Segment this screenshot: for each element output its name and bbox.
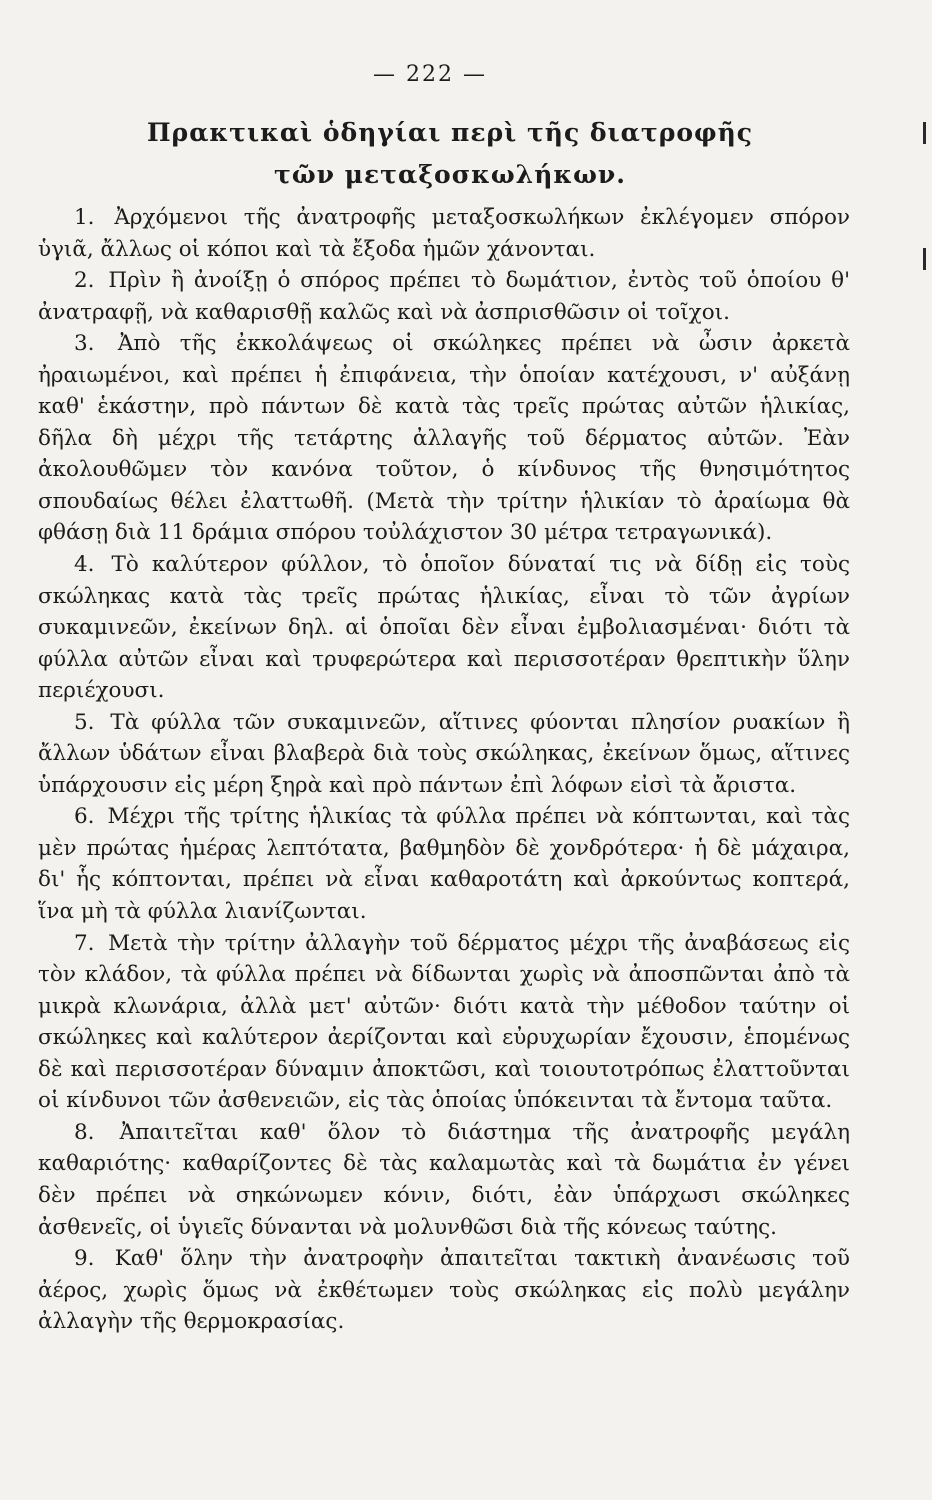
paragraph-number: 8.	[74, 1119, 95, 1145]
paragraph-text: Καθ' ὅλην τὴν ἀνατροφὴν ἀπαιτεῖται τακτικὴ ἀνανέωσις τοῦ ἀέρος, χωρὶς ὅμως νὰ ἐκθέτωμεν τοὺς σκώληκας εἰς πολὺ μεγάλην ἀλλαγὴν τῆς θερμοκρασίας.	[38, 1246, 850, 1335]
title-line-2: τῶν μεταξοσκωλήκων.	[274, 160, 626, 189]
paragraph-9	[38, 1243, 850, 1338]
paragraph-number: 4.	[74, 552, 95, 578]
paragraph-number: 3.	[74, 331, 95, 357]
paragraph-1	[38, 202, 850, 265]
title-line-1: Πρακτικαὶ ὁδηγίαι περὶ τῆς διατροφῆς	[146, 118, 754, 147]
page-edge-mark	[923, 248, 926, 270]
paragraph-text: Ἀπὸ τῆς ἐκκολάψεως οἱ σκώληκες πρέπει νὰ ὦσιν ἀρκετὰ ἠραιωμένοι, καὶ πρέπει ἡ ἐπιφάνεια, τὴν ὁποίαν κατέχουσι, ν' αὐξάνῃ καθ' ἑκάστην, πρὸ πάντων δὲ κατὰ τὰς τρεῖς πρώτας αὐτῶν ἡλικίας, δῆλα δὴ μέχρι τῆς τετάρτης ἀλλαγῆς τοῦ δέρματος αὐτῶν. Ἐὰν ἀκολουθῶμεν τὸν κανόνα τοῦτον, ὁ κίνδυνος τῆς θνησιμότητος σπουδαίως θέλει ἐλαττωθῆ. (Μετὰ τὴν τρίτην ἡλικίαν τὸ ἀραίωμα θὰ φθάσῃ διὰ 11 δράμια σπόρου τοὐλάχιστον 30 μέτρα τετραγωνικά).	[38, 331, 850, 546]
paragraph-4	[38, 549, 850, 707]
paragraph-6	[38, 801, 850, 927]
page-title	[0, 112, 900, 196]
paragraph-number: 5.	[74, 709, 95, 735]
paragraph-text: Ἀπαιτεῖται καθ' ὅλον τὸ διάστημα τῆς ἀνατροφῆς μεγάλη καθαριότης· καθαρίζοντες δὲ τὰς καλαμωτὰς καὶ τὰ δωμάτια ἐν γένει δὲν πρέπει νὰ σηκώνωμεν κόνιν, διότι, ἐὰν ὑπάρχωσι σκώληκες ἀσθενεῖς, οἱ ὑγιεῖς δύνανται νὰ μολυνθῶσι διὰ τῆς κόνεως ταύτης.	[38, 1119, 851, 1240]
paragraph-text: Πρὶν ἢ ἀνοίξῃ ὁ σπόρος πρέπει τὸ δωμάτιον, ἐντὸς τοῦ ὁποίου θ' ἀνατραφῇ, νὰ καθαρισθῇ καλῶς καὶ νὰ ἀσπρισθῶσιν οἱ τοῖχοι.	[38, 268, 850, 325]
body-text	[38, 202, 850, 1338]
paragraph-text: Μετὰ τὴν τρίτην ἀλλαγὴν τοῦ δέρματος μέχρι τῆς ἀναβάσεως εἰς τὸν κλάδον, τὰ φύλλα πρέπει νὰ δίδωνται χωρὶς νὰ ἀποσπῶνται ἀπὸ τὰ μικρὰ κλωνάρια, ἀλλὰ μετ' αὐτῶν· διότι κατὰ τὴν μέθοδον ταύτην οἱ σκώληκες καὶ καλύτερον ἀερίζονται καὶ εὐρυχωρίαν ἔχουσιν, ἑπομένως δὲ καὶ περισσοτέραν δύναμιν ἀποκτῶσι, καὶ τοιουτοτρόπως ἐλαττοῦνται οἱ κίνδυνοι τῶν ἀσθενειῶν, εἰς τὰς ὁποίας ὑπόκεινται τὰ ἔντομα ταῦτα.	[38, 930, 850, 1114]
paragraph-text: Τὸ καλύτερον φύλλον, τὸ ὁποῖον δύναταί τις νὰ δίδῃ εἰς τοὺς σκώληκας κατὰ τὰς τρεῖς πρώτας ἡλικίας, εἶναι τὸ τῶν ἀγρίων συκαμινεῶν, ἐκείνων δηλ. αἱ ὁποῖαι δὲν εἶναι ἐμβολιασμέναι· διότι τὰ φύλλα αὐτῶν εἶναι καὶ τρυφερώτερα καὶ περισσοτέραν θρεπτικὴν ὕλην περιέχουσι.	[38, 552, 850, 704]
paragraph-number: 1.	[74, 205, 95, 230]
paragraph-8	[38, 1117, 850, 1243]
paragraph-7	[38, 928, 850, 1117]
paragraph-number: 9.	[74, 1246, 95, 1272]
paragraph-number: 2.	[74, 268, 95, 294]
paragraph-text: Τὰ φύλλα τῶν συκαμινεῶν, αἵτινες φύονται πλησίον ρυακίων ἢ ἄλλων ὑδάτων εἶναι βλαβερὰ διὰ τοὺς σκώληκας, ἐκείνων ὅμως, αἵτινες ὑπάρχουσιν εἰς μέρη ξηρὰ καὶ πρὸ πάντων ἐπὶ λόφων εἰσὶ τὰ ἄριστα.	[38, 709, 850, 798]
paragraph-text: Ἀρχόμενοι τῆς ἀνατροφῆς μεταξοσκωλήκων ἐκλέγομεν σπόρον ὑγιᾶ, ἄλλως οἱ κόποι καὶ τὰ ἔξοδα ἡμῶν χάνονται.	[38, 205, 850, 262]
page-number: — 222 —	[373, 62, 487, 87]
page-edge-mark	[923, 122, 926, 144]
paragraph-3	[38, 328, 850, 549]
paragraph-5	[38, 707, 850, 802]
paragraph-text: Μέχρι τῆς τρίτης ἡλικίας τὰ φύλλα πρέπει νὰ κόπτωνται, καὶ τὰς μὲν πρώτας ἡμέρας λεπτότατα, βαθμηδὸν δὲ χονδρότερα· ἡ δὲ μάχαιρα, δι' ἧς κόπτονται, πρέπει νὰ εἶναι καθαροτάτη καὶ ἀρκούντως κοπτερά, ἵνα μὴ τὰ φύλλα λιανίζωνται.	[38, 804, 850, 925]
paragraph-2	[38, 265, 850, 328]
paragraph-number: 6.	[74, 804, 95, 830]
paragraph-number: 7.	[74, 930, 95, 956]
